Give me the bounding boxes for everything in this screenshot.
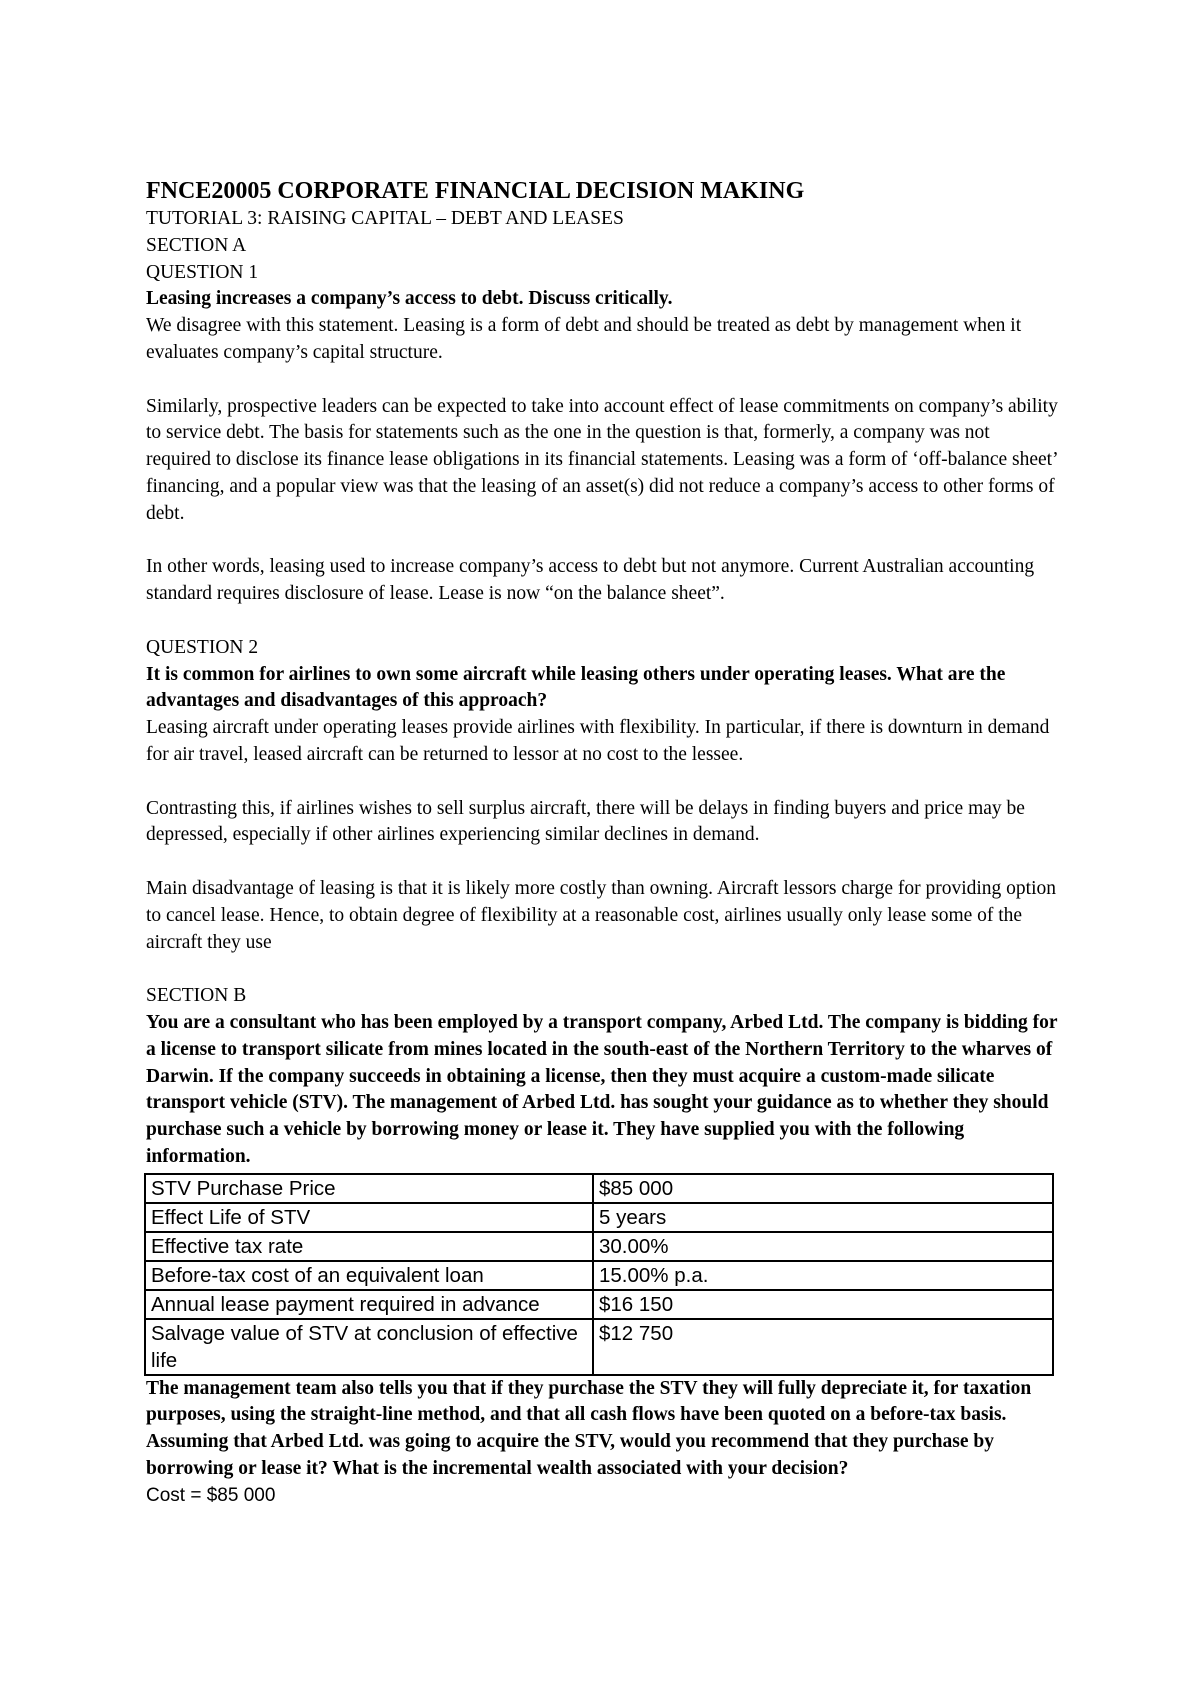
stv-information-table bbox=[144, 1173, 1054, 1376]
table-row bbox=[145, 1203, 1053, 1232]
question-1-text: Leasing increases a company’s access to debt. Discuss critically. bbox=[146, 288, 673, 310]
table-row bbox=[145, 1174, 1053, 1203]
table-cell-label: STV Purchase Price bbox=[145, 1174, 593, 1203]
table-cell-label: Annual lease payment required in advance bbox=[145, 1290, 593, 1319]
paragraph-gap bbox=[146, 956, 1058, 983]
question-2-label: QUESTION 2 bbox=[146, 636, 259, 658]
tutorial-subtitle: TUTORIAL 3: RAISING CAPITAL – DEBT AND LEASES bbox=[146, 208, 624, 229]
paragraph-gap bbox=[146, 849, 1058, 876]
table-cell-value: 30.00% bbox=[593, 1232, 1053, 1261]
question-1-answer-paragraph: In other words, leasing used to increase company’s access to debt but not anymore. Current Australian accounting standard requires disclosure of lease. Lease is now “on the balance sheet”. bbox=[146, 556, 1035, 605]
table-row bbox=[145, 1319, 1053, 1375]
section-b-heading: SECTION B bbox=[146, 985, 247, 1007]
table-cell-label: Salvage value of STV at conclusion of effective life bbox=[145, 1319, 593, 1375]
paragraph-gap bbox=[146, 528, 1058, 555]
paragraph-gap bbox=[146, 769, 1058, 796]
question-1-answer-paragraph: Similarly, prospective leaders can be expected to take into account effect of lease commitments on company’s ability to service debt. The basis for statements such as the one in the question is that, formerly, a company was not required to disclose its finance lease obligations in its financial statements. Leasing was a form of ‘off-balance sheet’ financing, and a popular view was that the leasing of an asset(s) did not reduce a company’s access to other forms of debt. bbox=[146, 395, 1058, 524]
table-cell-value: 15.00% p.a. bbox=[593, 1261, 1053, 1290]
table-cell-value: $16 150 bbox=[593, 1290, 1053, 1319]
table-cell-value: 5 years bbox=[593, 1203, 1053, 1232]
question-2-answer-paragraph: Contrasting this, if airlines wishes to sell surplus aircraft, there will be delays in finding buyers and price may be depressed, especially if other airlines experiencing similar declines in demand. bbox=[146, 797, 1025, 846]
table-row bbox=[145, 1290, 1053, 1319]
document-title: FNCE20005 CORPORATE FINANCIAL DECISION MAKING bbox=[146, 178, 805, 204]
question-1-label: QUESTION 1 bbox=[146, 261, 259, 283]
section-b-note: The management team also tells you that if they purchase the STV they will fully depreciate it, for taxation purposes, using the straight-line method, and that all cash flows have been quoted on a before-tax basis. bbox=[146, 1377, 1032, 1426]
paragraph-gap bbox=[146, 367, 1058, 394]
section-b-question: Assuming that Arbed Ltd. was going to acquire the STV, would you recommend that they purchase by borrowing or lease it? What is the incremental wealth associated with your decision? bbox=[146, 1431, 994, 1480]
section-b-intro: You are a consultant who has been employed by a transport company, Arbed Ltd. The company is bidding for a license to transport silicate from mines located in the south-east of the Northern Territory to the wharves of Darwin. If the company succeeds in obtaining a license, then they must acquire a custom-made silicate transport vehicle (STV). The management of Arbed Ltd. has sought your guidance as to whether they should purchase such a vehicle by borrowing money or lease it. They have supplied you with the following information. bbox=[146, 1011, 1058, 1167]
table-cell-label: Effective tax rate bbox=[145, 1232, 593, 1261]
table-row bbox=[145, 1232, 1053, 1261]
question-2-answer-paragraph: Leasing aircraft under operating leases provide airlines with flexibility. In particular, if there is downturn in demand for air travel, leased aircraft can be returned to lessor at no cost to the lessee. bbox=[146, 717, 1050, 765]
table-cell-label: Before-tax cost of an equivalent loan bbox=[145, 1261, 593, 1290]
question-2-answer-paragraph: Main disadvantage of leasing is that it is likely more costly than owning. Aircraft lessors charge for providing option to cancel lease. Hence, to obtain degree of flexibility at a reasonable cost, airlines usually only lease some of the aircraft they use bbox=[146, 877, 1056, 953]
table-cell-label: Effect Life of STV bbox=[145, 1203, 593, 1232]
section-a-heading: SECTION A bbox=[146, 234, 247, 256]
question-2-text: It is common for airlines to own some aircraft while leasing others under operating leases. What are the advantages and disadvantages of this approach? bbox=[146, 663, 1006, 712]
question-1-answer-paragraph: We disagree with this statement. Leasing is a form of debt and should be treated as debt by management when it evaluates company’s capital structure. bbox=[146, 315, 1022, 363]
table-cell-value: $12 750 bbox=[593, 1319, 1053, 1375]
section-b-answer-start: Cost = $85 000 bbox=[146, 1484, 276, 1506]
paragraph-gap bbox=[146, 608, 1058, 635]
table-row bbox=[145, 1261, 1053, 1290]
table-cell-value: $85 000 bbox=[593, 1174, 1053, 1203]
document-content bbox=[146, 176, 1058, 1510]
